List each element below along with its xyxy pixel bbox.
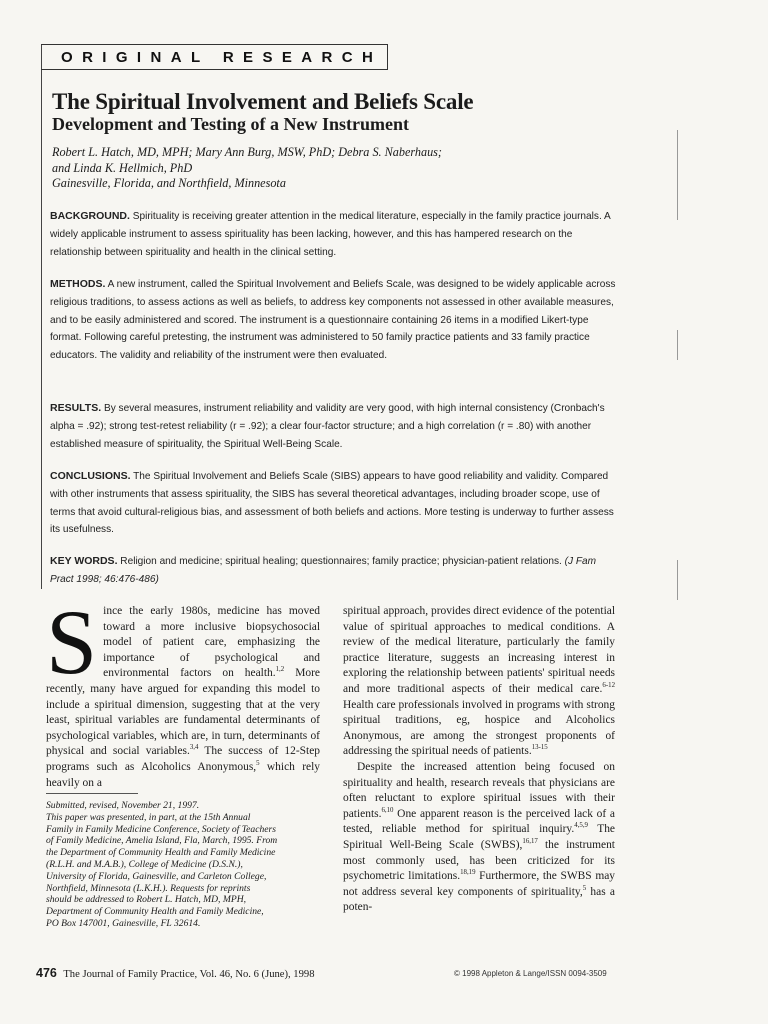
copyright: © 1998 Appleton & Lange/ISSN 0094-3509 [454, 969, 607, 978]
abstract-text: Religion and medicine; spiritual healing; questionnaires; family practice; physician-patient relations. [120, 556, 562, 567]
body-column-right: spiritual approach, provides direct evidence of the potential value of spiritual approaches to medical conditions. A review of the medical literature, particularly the family practice literature, suggests an increasing interest in exploring the relationship between patients' spiritual needs and more traditional aspects of their medical care.$^{6-12}$ Health care professionals involved in programs with strong spiritual traditions, eg, hospice and Alcoholics Anonymous, are among the strongest proponents of addressing the spiritual needs of patients.$^{13-15}$ Despite the increased attention being focused on spirituality and health, research reveals that physicians are often reluctant to explore spiritual issues with their patients.$^{6,10}$ One apparent reason is the perceived lack of a tested, reliable method for spiritual inquiry.$^{4,5,9}$ The Spiritual Well-Being Scale (SWBS),$^{16,17}$ the instrument most commonly used, has been criticized for its psychometric limitations.$^{18,19}$ Furthermore, the SWBS may not address several key components of spirituality,$^5$ has a poten- [343, 605, 616, 914]
page-edge-mark [677, 560, 678, 600]
abstract-methods [50, 276, 620, 365]
page-edge-mark [677, 130, 678, 220]
page-footer [36, 966, 315, 980]
abstract-label: KEY WORDS. [50, 555, 118, 567]
abstract-label: CONCLUSIONS. [50, 470, 131, 482]
drop-cap: S [46, 591, 98, 693]
abstract-background [50, 208, 620, 261]
abstract-label: BACKGROUND. [50, 210, 130, 222]
abstract-conclusions [50, 468, 620, 539]
page-number: 476 [36, 966, 57, 980]
abstract-text: The Spiritual Involvement and Beliefs Scale (SIBS) appears to have good reliability and validity. Compared with other instruments that assess spirituality, the SIBS has several theoretical advantages, including broader scope, use of terms that avoid cultural-religious bias, and assessment of both beliefs and actions. More testing is underway to further assess its usefulness. [50, 471, 614, 536]
journal-citation: The Journal of Family Practice, Vol. 46, No. 6 (June), 1998 [63, 969, 315, 980]
citation: (J Fam Pract 1998; 46:476-486) [50, 556, 597, 585]
abstract-text: A new instrument, called the Spiritual Involvement and Beliefs Scale, was designed to be widely applicable across religious traditions, to assess actions as well as beliefs, to address key components not assessed in other available measures, and to be easily administered and scored. The instrument is a questionnaire containing 26 items in a modified Likert-type format. Following careful pretesting, the instrument was administered to 50 family practice patients and 33 family practice educators. The validity and reliability of the instrument were then evaluated. [50, 279, 616, 362]
author-block [52, 145, 442, 192]
author-line: and Linda K. Hellmich, PhD [52, 160, 193, 175]
body-column-left: Since the early 1980s, medicine has moved toward a more inclusive biopsychosocial model of patient care, emphasizing the importance of psychological and environmental factors on health.$^{1,2}$ More recently, many have argued for expanding this model to include a spiritual dimension, suggesting that at the very least, spiritual variables are fundamental determinants of psychological variables, which are, in turn, determinants of physical and social variables.$^{3,4}$ The success of 12-Step programs such as Alcoholics Anonymous,$^5$ which rely heavily on a [46, 591, 320, 789]
abstract-text: Spirituality is receiving greater attention in the medical literature, especially in the family practice journals. A widely applicable instrument to assess spirituality has been lacking, however, and this has hampered research on the relationship between spirituality and health in the clinical setting. [50, 211, 611, 258]
abstract-label: METHODS. [50, 278, 106, 290]
abstract-text: By several measures, instrument reliability and validity are very good, with high internal consistency (Cronbach's alpha = .92); strong test-retest reliability (r = .92); a clear four-factor structure; and a high correlation (r = .80) with another established measure of spirituality, the Spiritual Well-Being Scale. [50, 403, 605, 450]
article-subtitle: Development and Testing of a New Instrument [52, 114, 410, 134]
section-tag: ORIGINAL RESEARCH [41, 44, 388, 70]
abstract-keywords [50, 553, 620, 589]
page-edge-mark [677, 330, 678, 360]
frame-rule [41, 44, 42, 589]
abstract-label: RESULTS. [50, 402, 102, 414]
author-line: Robert L. Hatch, MD, MPH; Mary Ann Burg, MSW, PhD; Debra S. Naberhaus; [52, 145, 442, 159]
footnote: Submitted, revised, November 21, 1997. This paper was presented, in part, at the 15th Annual Family in Family Medicine Conference, Society of Teachers of Family Medicine, Amelia Island, Fla, March, 1995. From the Department of Community Health and Family Medicine (R.L.H. and M.A.B.), College of Medicine (D.S.N.), University of Florida, Gainesville, and Carleton College, Northfield, Minnesota (L.K.H.). Requests for reprints should be addressed to Robert L. Hatch, MD, MPH, Department of Community Health and Family Medicine, PO Box 147001, Gainesville, FL 32614. [46, 800, 278, 929]
footnote-rule [46, 793, 138, 794]
article-title: The Spiritual Involvement and Beliefs Scale [52, 89, 474, 114]
abstract-results [50, 400, 620, 453]
affiliation-line: Gainesville, Florida, and Northfield, Minnesota [52, 176, 286, 190]
